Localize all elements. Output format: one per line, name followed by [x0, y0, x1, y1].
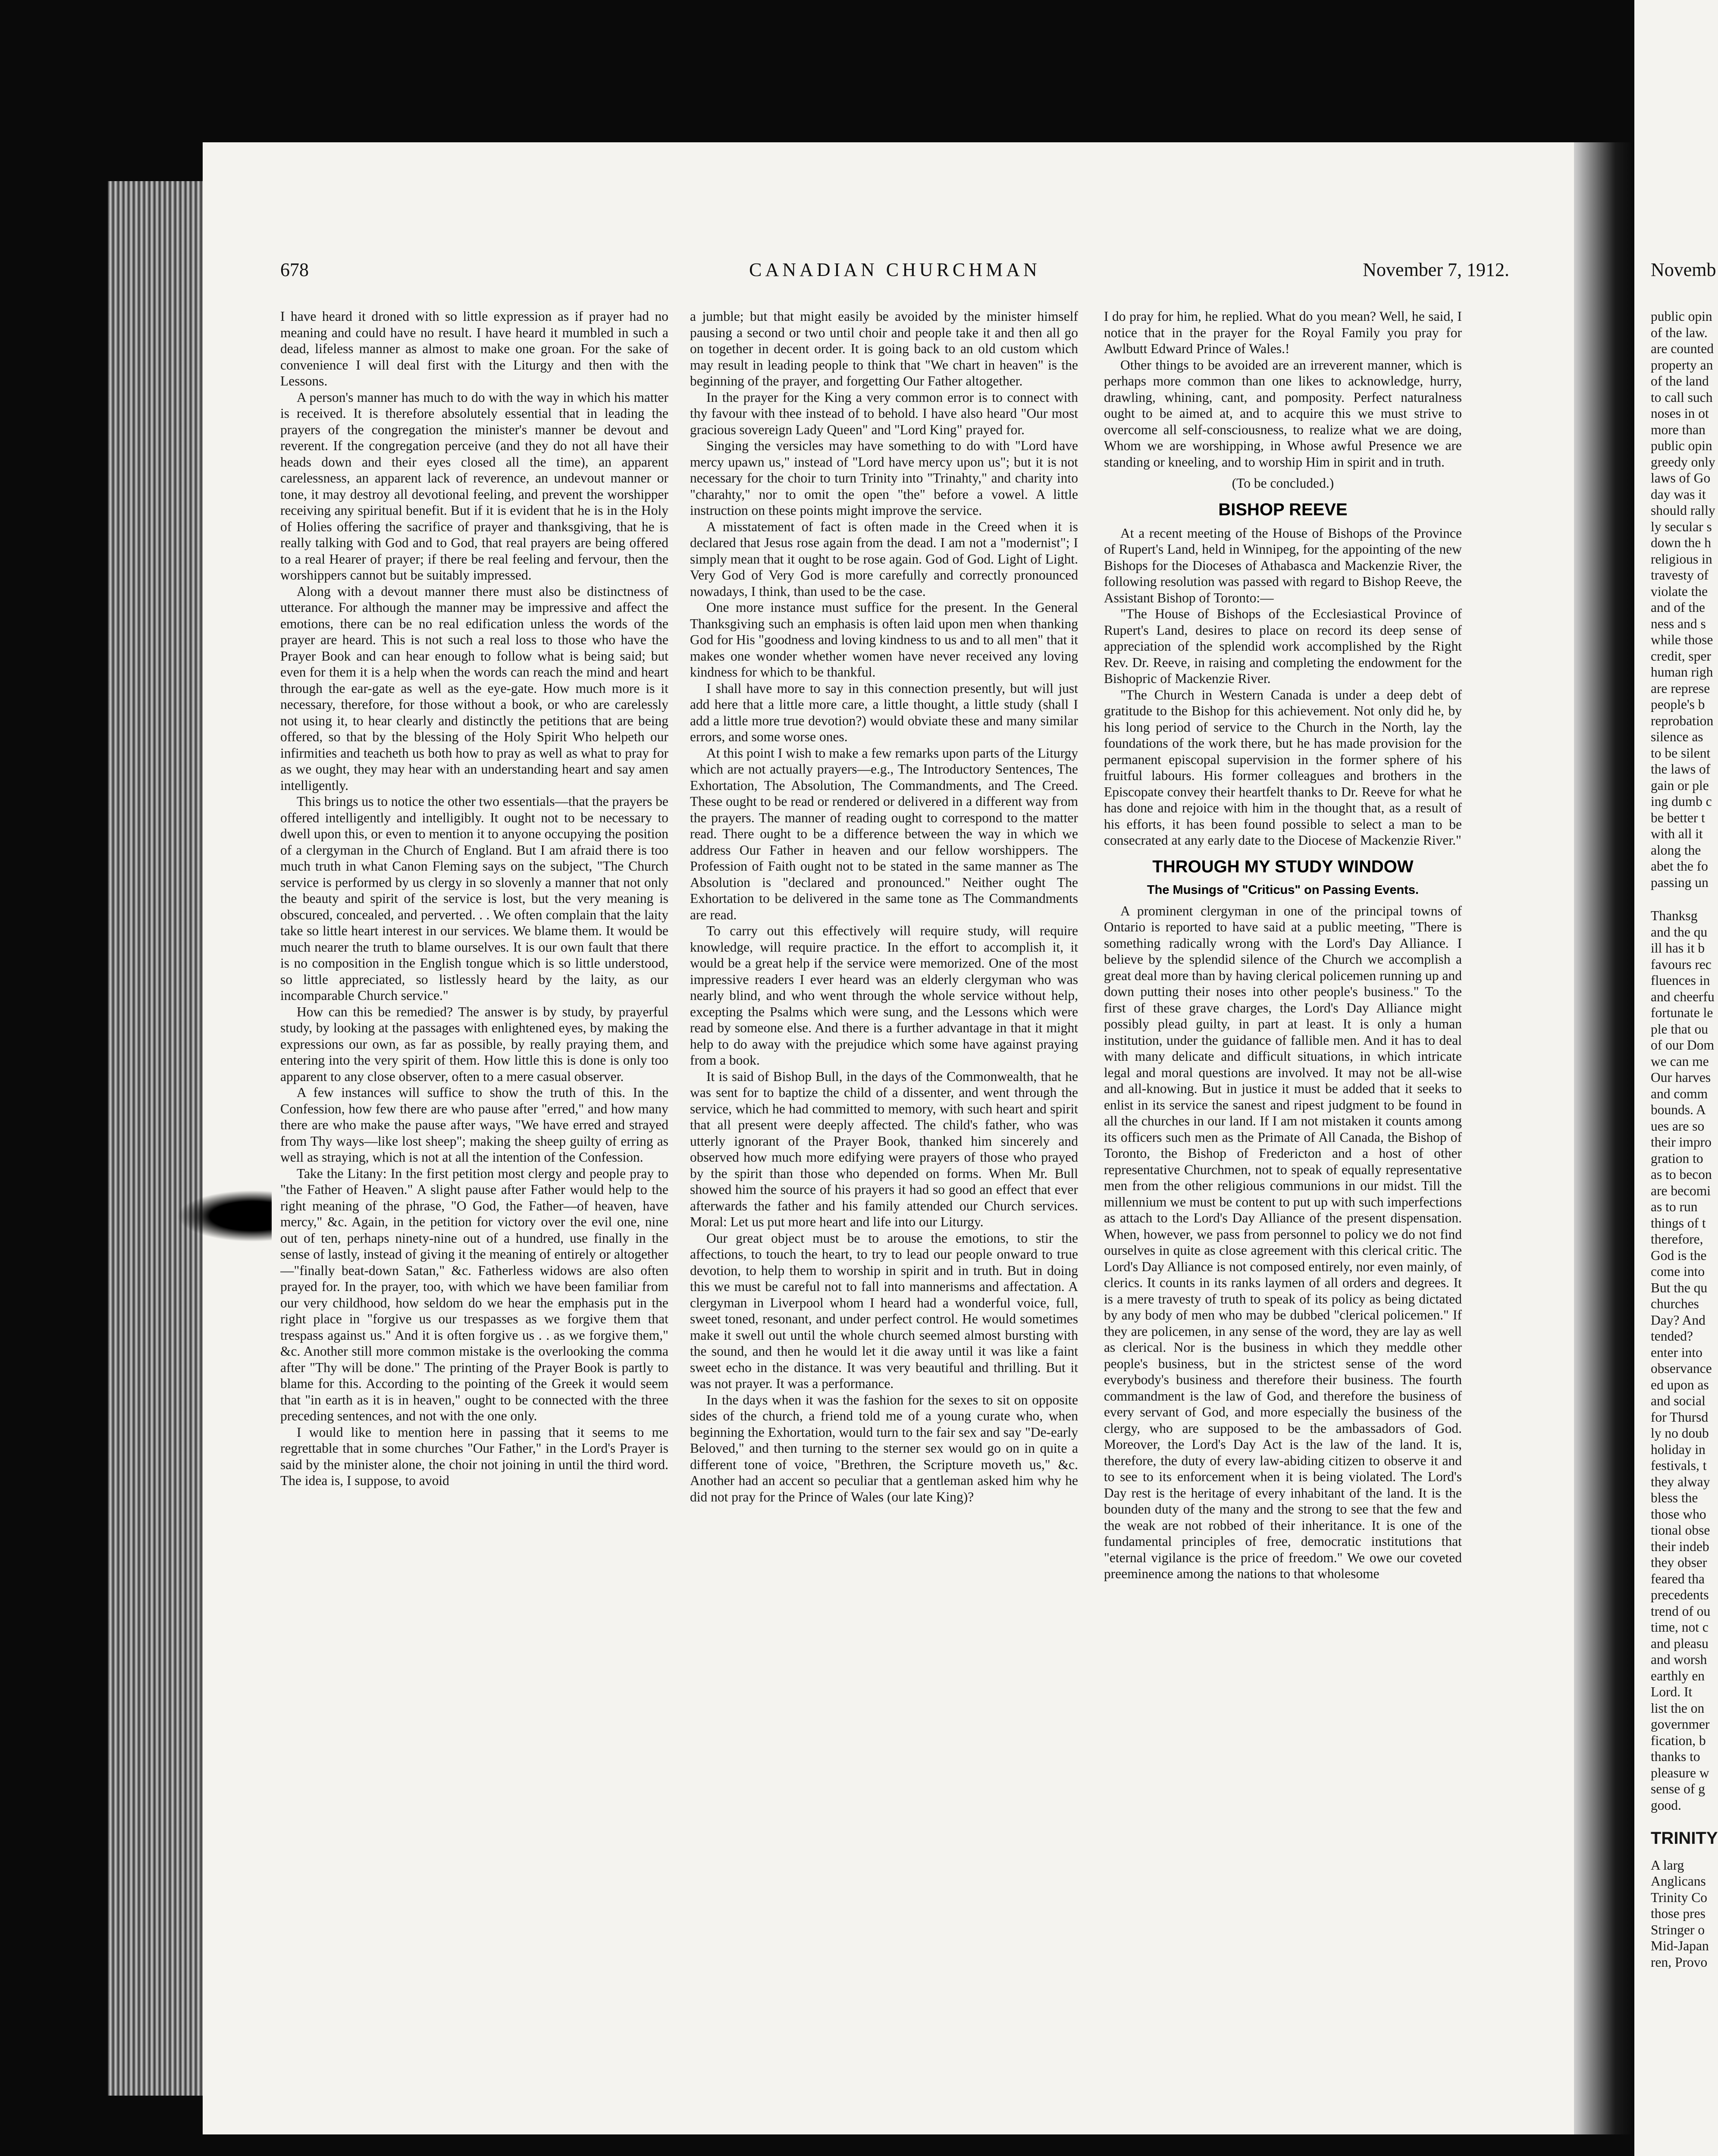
- book-gutter: [1574, 142, 1643, 2134]
- paragraph: I do pray for him, he replied. What do you mean? Well, he said, I notice that in the prayer for the Royal Family you pray for Awlbutt Edward Prince of Wales.!: [1104, 309, 1462, 356]
- paragraph: I have heard it droned with so little expression as if prayer had no meaning and could have no result. I have heard it mumbled in such a dead, lifeless manner as almost to make one groan. For the sake of convenience I will deal first with the Liturgy and then with the Lessons.: [280, 309, 668, 389]
- column-3: [1104, 308, 1462, 2085]
- paragraph: This brings us to notice the other two essentials—that the prayers be offered intelligently and intelligibly. It ought not to be necessary to dwell upon this, or even to mention it to anyone occupying the position of a clergyman in the Church of England. But I am afraid there is too much truth in what Canon Fleming says on the subject, "The Church service is performed by us clergy in so slovenly a manner that not only the beauty and spirit of the service is lost, but the very meaning is obscured, concealed, and perverted. . . We often complain that the laity take so little heart interest in our services. We blame them. It would be much nearer the truth to blame ourselves. It is our own fault that there is no composition in the English tongue which is so little understood, so little appreciated, so listlessly heard by the laity, as our incomparable Church service.": [280, 794, 668, 1003]
- adjacent-page-header: Novemb: [1651, 259, 1716, 280]
- adjacent-page-line: Anglicans: [1651, 1874, 1706, 1889]
- adjacent-page-line: Stringer o: [1651, 1922, 1705, 1937]
- adjacent-page-line: ill has it b: [1651, 940, 1705, 956]
- adjacent-page-line: ness and s: [1651, 616, 1706, 631]
- adjacent-page-line: day was it: [1651, 486, 1706, 502]
- adjacent-page-line: and social: [1651, 1393, 1705, 1408]
- adjacent-page-line: along the: [1651, 842, 1701, 858]
- adjacent-page-line: God is the: [1651, 1247, 1707, 1263]
- adjacent-page-line: fluences in: [1651, 973, 1710, 988]
- book-page-edges: [108, 181, 216, 2096]
- adjacent-page-line: are becomi: [1651, 1183, 1711, 1198]
- column-2: [690, 308, 1078, 2085]
- paragraph: "The House of Bishops of the Ecclesiastical Province of Rupert's Land, desires to place on record its deep sense of appreciation of the splendid work accomplished by the Right Rev. Dr. Reeve, in raising and completing the endowment for the Bishopric of Mackenzie River.: [1104, 606, 1462, 686]
- adjacent-page-line: time, not c: [1651, 1620, 1709, 1635]
- adjacent-page-edge: [1634, 0, 1718, 2156]
- adjacent-page-line: human righ: [1651, 664, 1713, 680]
- paragraph: a jumble; but that might easily be avoided by the minister himself pausing a second or two until choir and people take it and then all go on together in decent order. It is going back to an old custom which may result in leading people to think that "We chart in heaven" is the beginning of the prayer, and forgetting Our Father altogether.: [690, 309, 1078, 389]
- adjacent-page-line: ly no doub: [1651, 1426, 1709, 1441]
- adjacent-page-line: and of the: [1651, 600, 1705, 615]
- adjacent-page-line: and the qu: [1651, 924, 1708, 940]
- adjacent-page-line: to call such: [1651, 389, 1713, 405]
- adjacent-page-line: ed upon as: [1651, 1377, 1709, 1392]
- adjacent-page-line: while those: [1651, 632, 1713, 647]
- adjacent-page-line: fication, b: [1651, 1733, 1706, 1748]
- adjacent-page-line: therefore,: [1651, 1232, 1703, 1247]
- adjacent-page-line: Mid-Japan: [1651, 1938, 1709, 1953]
- paragraph: In the prayer for the King a very common error is to connect with thy favour with thee instead of to behold. I have also heard "Our most gracious sovereign Lady Queen" and "Lord King" prayed for.: [690, 389, 1078, 437]
- adjacent-lines-group: [1651, 308, 1718, 890]
- adjacent-page-heading: TRINITY: [1651, 1829, 1718, 1848]
- paragraph: Singing the versicles may have something to do with "Lord have mercy upawn us," instead of "Lord have mercy upon us"; but it is not necessary for the choir to turn Trinity into "Trinahty," and charity into "charahty," nor to omit the open "the" before a vowel. A little instruction on these points might improve the service.: [690, 438, 1078, 518]
- paragraph: It is said of Bishop Bull, in the days of the Commonwealth, that he was sent for to baptize the child of a dissenter, and went through the service, which he had committed to memory, with such heart and spirit that all present were deeply affected. The child's father, who was utterly ignorant of the Prayer Book, thanked him sincerely and observed how much more edifying were prayers of those who prayed by the spirit than those who depended on forms. When Mr. Bull showed him the source of his prayers it had so good an effect that ever afterwards the father and his family attended our Church services. Moral: Let us put more heart and life into our Liturgy.: [690, 1069, 1078, 1229]
- adjacent-page-line: for Thursd: [1651, 1409, 1709, 1425]
- adjacent-page-line: public opin: [1651, 438, 1712, 453]
- adjacent-page-line: abet the fo: [1651, 859, 1708, 874]
- adjacent-page-line: noses in ot: [1651, 406, 1709, 421]
- adjacent-page-line: tional obse: [1651, 1523, 1710, 1538]
- adjacent-page-line: of our Dom: [1651, 1037, 1714, 1053]
- adjacent-page-line: earthly en: [1651, 1668, 1705, 1683]
- adjacent-page-line: are counted: [1651, 341, 1714, 356]
- adjacent-page-line: more than: [1651, 422, 1705, 437]
- thumb-shadow: [177, 1190, 272, 1242]
- adjacent-page-line: ren, Provo: [1651, 1954, 1708, 1970]
- adjacent-page-line: tended?: [1651, 1329, 1693, 1344]
- adjacent-page-line: as to run: [1651, 1199, 1698, 1214]
- adjacent-page-line: But the qu: [1651, 1280, 1708, 1295]
- issue-date: November 7, 1912.: [1363, 259, 1509, 280]
- adjacent-page-column: [1651, 308, 1718, 1970]
- adjacent-page-line: and worsh: [1651, 1652, 1707, 1667]
- adjacent-page-line: Day? And: [1651, 1312, 1705, 1328]
- adjacent-page-line: passing un: [1651, 874, 1709, 890]
- adjacent-page-line: bounds. A: [1651, 1102, 1706, 1117]
- adjacent-page-line: ing dumb c: [1651, 794, 1712, 809]
- adjacent-page-line: violate the: [1651, 583, 1708, 599]
- adjacent-page-line: are represe: [1651, 680, 1710, 696]
- paragraph: Along with a devout manner there must also be distinctness of utterance. For although the manner may be impressive and affect the emotions, there can be no real edification unless the words of the prayer are heard. This is not such a real loss to those who have the Prayer Book and can hear enough to follow what is being said; but even for them it is a help when the words can reach the mind and heart through the ear-gate as well as the eye-gate. How much more is it necessary, therefore, for those without a book, or who are carelessly not using it, to hear clearly and distinctly the petitions that are being offered, so that by the blessing of the Holy Spirit Who helpeth our infirmities and teacheth us both how to pray as well as what to pray for as we ought, they may hear with an understanding heart and say amen intelligently.: [280, 583, 668, 793]
- adjacent-page-line: sense of g: [1651, 1781, 1705, 1796]
- adjacent-page-line: trend of ou: [1651, 1603, 1711, 1619]
- adjacent-page-line: the laws of: [1651, 761, 1711, 777]
- adjacent-page-line: their impro: [1651, 1134, 1712, 1150]
- adjacent-page-line: public opin: [1651, 309, 1712, 324]
- adjacent-page-line: and pleasu: [1651, 1636, 1709, 1651]
- adjacent-page-line: to be silent: [1651, 745, 1711, 761]
- paragraph: Our great object must be to arouse the emotions, to stir the affections, to touch the heart, to try to lead our people onward to true devotion, to help them to worship in spirit and in truth. But in doing this we must be careful not to fall into mannerisms and affectation. A clergyman in Liverpool whom I heard had a wonderful voice, full, sweet toned, resonant, and under perfect control. He would sometimes make it swell out until the whole church seemed almost bursting with the sound, and then he would let it die away until it was like a faint sweet echo in the distance. It was very beautiful and thrilling. But it was not prayer. It was a performance.: [690, 1230, 1078, 1391]
- adjacent-page-line: bless the: [1651, 1490, 1698, 1505]
- adjacent-page-line: silence as: [1651, 729, 1703, 744]
- adjacent-page-line: should rally: [1651, 503, 1715, 518]
- adjacent-page-line: property an: [1651, 357, 1713, 373]
- adjacent-page-line: holiday in: [1651, 1442, 1705, 1457]
- adjacent-page-line: ple that ou: [1651, 1021, 1708, 1037]
- adjacent-page-line: thanks to: [1651, 1749, 1700, 1764]
- adjacent-page-line: ues are so: [1651, 1118, 1705, 1134]
- adjacent-page-line: gain or ple: [1651, 777, 1709, 793]
- adjacent-page-line: people's b: [1651, 697, 1705, 712]
- adjacent-page-line: come into: [1651, 1264, 1705, 1279]
- adjacent-page-line: A larg: [1651, 1857, 1684, 1873]
- adjacent-page-line: they obser: [1651, 1555, 1707, 1570]
- paragraph: A person's manner has much to do with the way in which his matter is received. It is therefore absolutely essential that in leading the prayers of the congregation the minister's manner be devout and reverent. If the congregation perceive (and they do not all have their heads down and their eyes closed all the time), an apparent carelessness, an apparent lack of reverence, an undevout manner or tone, it may destroy all devotional feeling, and prevent the worshipper receiving any spiritual benefit. But if it is evident that he is in the Holy of Holies offering the sacrifice of prayer and thanksgiving, that he is really talking with God and to God, that real prayers are being offered to a real Hearer of prayer; if there be real feeling and fervour, then the worshippers cannot but be suitably impressed.: [280, 389, 668, 583]
- adjacent-page-line: ly secular s: [1651, 519, 1712, 534]
- adjacent-page-line: things of t: [1651, 1215, 1706, 1231]
- adjacent-page-line: precedents: [1651, 1587, 1709, 1602]
- paragraph: At a recent meeting of the House of Bishops of the Province of Rupert's Land, held in Winnipeg, for the appointing of the new Bishops for the Dioceses of Athabasca and Mackenzie River, the following resolution was passed with regard to Bishop Reeve, the Assistant Bishop of Toronto:—: [1104, 525, 1462, 605]
- adjacent-page-line: good.: [1651, 1797, 1681, 1813]
- page-number: 678: [280, 259, 309, 280]
- adjacent-page-line: enter into: [1651, 1344, 1702, 1360]
- adjacent-page-line: governmer: [1651, 1717, 1710, 1732]
- adjacent-page-line: they alway: [1651, 1474, 1710, 1489]
- adjacent-page-line: greedy only: [1651, 454, 1715, 470]
- to-be-concluded-note: (To be concluded.): [1232, 476, 1334, 491]
- adjacent-page-line: fortunate le: [1651, 1005, 1713, 1020]
- adjacent-page-line: Trinity Co: [1651, 1890, 1708, 1905]
- adjacent-page-line: and cheerfu: [1651, 989, 1715, 1004]
- adjacent-page-line: gration to: [1651, 1150, 1703, 1166]
- adjacent-page-line: those who: [1651, 1506, 1706, 1522]
- adjacent-page-line: favours rec: [1651, 956, 1712, 972]
- adjacent-page-line: festivals, t: [1651, 1458, 1707, 1473]
- adjacent-page-line: we can me: [1651, 1053, 1709, 1069]
- adjacent-page-line: Lord. It: [1651, 1684, 1693, 1699]
- adjacent-page-line: feared tha: [1651, 1571, 1705, 1586]
- paragraph: Other things to be avoided are an irreverent manner, which is perhaps more common than one likes to acknowledge, hurry, drawling, whining, cant, and pomposity. Perfect naturalness ought to be aimed at, and to acquire this we must strive to overcome all self-consciousness, to realize what we are doing, Whom we are worshipping, in Whose awful Presence we are standing or kneeling, and to worship Him in spirit and in truth.: [1104, 357, 1462, 470]
- adjacent-page-line: as to becon: [1651, 1167, 1712, 1182]
- adjacent-page-line: Thanksg: [1651, 908, 1698, 923]
- adjacent-page-line: down the h: [1651, 535, 1711, 550]
- paragraph: How can this be remedied? The answer is by study, by prayerful study, by looking at the passages with enlightened eyes, by making the expressions our own, as far as possible, by really praying them, and entering into the very spirit of them. How little this is done is only too apparent to any close observer, often to a mere casual observer.: [280, 1004, 668, 1084]
- paragraph: At this point I wish to make a few remarks upon parts of the Liturgy which are not actually prayers—e.g., The Introductory Sentences, The Exhortation, The Absolution, The Commandments, and The Creed. These ought to be read or rendered or delivered in a different way from the prayers. The manner of reading ought to correspond to the matter read. There ought to be a difference between the way in which we address Our Father in heaven and our fellow worshippers. The Profession of Faith ought not to be stated in the same manner as The Absolution is "declared and pronounced." Neither ought The Exhortation to be delivered in the same tone as The Commandments are read.: [690, 745, 1078, 922]
- paragraph: I shall have more to say in this connection presently, but will just add here that a little more care, a little thought, a little study (shall I add a little more true devotion?) would obviate these and many similar errors, and some worse ones.: [690, 680, 1078, 744]
- running-header: [280, 259, 1509, 285]
- adjacent-page-line: be better t: [1651, 810, 1705, 825]
- bishop-reeve-heading: BISHOP REEVE: [1218, 500, 1348, 519]
- adjacent-page-line: list the on: [1651, 1700, 1705, 1716]
- adjacent-page-line: religious in: [1651, 551, 1712, 567]
- adjacent-page-line: observance: [1651, 1361, 1712, 1376]
- adjacent-page-line: of the law.: [1651, 325, 1708, 340]
- adjacent-page-line: laws of Go: [1651, 470, 1711, 486]
- paragraph: A few instances will suffice to show the truth of this. In the Confession, how few there are who pause after "erred," and how many there are who make the pause after ways, "We have erred and strayed from Thy ways—like lost sheep"; making the sheep guilty of erring as well as straying, which is not at all the intention of the Confession.: [280, 1085, 668, 1165]
- study-window-subheading: The Musings of "Criticus" on Passing Events.: [1147, 883, 1419, 897]
- adjacent-page-line: travesty of: [1651, 567, 1709, 583]
- paragraph: "The Church in Western Canada is under a deep debt of gratitude to the Bishop for this achievement. Not only did he, by his long period of service to the Church in the North, lay the foundations of the work there, but he has made provision for the permanent episcopal supervision in the former sphere of his fruitful labours. His former colleagues and brothers in the Episcopate convey their heartfelt thanks to Dr. Reeve for what he has done and rejoice with him in the thought that, as a result of his efforts, it has been found possible to select a man to be consecrated at any early date to the Diocese of Mackenzie River.": [1104, 687, 1462, 848]
- adjacent-page-line: credit, sper: [1651, 648, 1711, 664]
- adjacent-page-line: of the land: [1651, 373, 1709, 389]
- paragraph: Take the Litany: In the first petition most clergy and people pray to "the Father of Heaven." A slight pause after Father would help to the right meaning of the phrase, "O God, the Father—of heaven, have mercy," &c. Again, in the petition for victory over the evil one, nine out of ten, perhaps ninety-nine out of a hundred, use finally in the sense of lastly, instead of giving it the meaning of entirely or altogether—"finally beat-down Satan," &c. Fatherless widows are also often prayed for. In the prayer, too, with which we have been familiar from our very childhood, how seldom do we hear the emphasis put in the right place in "forgive us our trespasses as we forgive them that trespass against us." And it is often forgive us . . as we forgive them," &c. Another still more common mistake is the overlooking the comma after "Thy will be done." The printing of the Prayer Book is partly to blame for this. According to the pointing of the Greek it would seem that "in earth as it is in heaven," ought to be connected with the three preceding sentences, and not with the one only.: [280, 1166, 668, 1423]
- adjacent-lines-group: [1651, 1857, 1718, 1971]
- adjacent-page-line: with all it: [1651, 826, 1703, 841]
- adjacent-page-line: pleasure w: [1651, 1765, 1709, 1780]
- paragraph: I would like to mention here in passing that it seems to me regrettable that in some churches "Our Father," in the Lord's Prayer is said by the minister alone, the choir not joining in until the third word. The idea is, I suppose, to avoid: [280, 1424, 668, 1488]
- adjacent-page-line: their indeb: [1651, 1539, 1709, 1554]
- adjacent-page-line: churches: [1651, 1296, 1699, 1311]
- adjacent-page-line: and comm: [1651, 1086, 1708, 1101]
- paragraph: One more instance must suffice for the present. In the General Thanksgiving such an emphasis is often laid upon men when thanking God for His "goodness and loving kindness to us and to all men" that it makes one wonder whether women have never received any loving kindness for which to be thankful.: [690, 600, 1078, 680]
- paragraph: A misstatement of fact is often made in the Creed when it is declared that Jesus rose again from the dead. I am not a "modernist"; I simply mean that it ought to be rose again. God of God. Light of Light. Very God of Very God is more carefully and correctly pronounced nowadays, I think, than used to be the case.: [690, 519, 1078, 599]
- adjacent-page-line: Our harves: [1651, 1070, 1711, 1085]
- study-window-heading: THROUGH MY STUDY WINDOW: [1152, 857, 1414, 876]
- paragraph: In the days when it was the fashion for the sexes to sit on opposite sides of the church, a friend told me of a young curate who, when beginning the Exhortation, would turn to the fair sex and say "De-early Beloved," and then turning to the sterner sex would go on in quite a different tone of voice, "Brethren, the Scripture moveth us," &c. Another had an accent so peculiar that a gentleman asked him why he did not pray for the Prince of Wales (our late King)?: [690, 1392, 1078, 1504]
- paragraph: To carry out this effectively will require study, will require knowledge, will require practice. In the effort to accomplish it, it would be a great help if the service were memorized. One of the most impressive readers I ever heard was an elderly clergyman who was nearly blind, and who went through the whole service without help, excepting the Psalms which were sung, and the Lessons which were read by someone else. And there is a further advantage in that it might help to do away with the prejudice which some have against praying from a book.: [690, 923, 1078, 1068]
- adjacent-page-line: those pres: [1651, 1906, 1705, 1921]
- column-1: [280, 308, 668, 2085]
- paragraph: A prominent clergyman in one of the principal towns of Ontario is reported to have said at a public meeting, "There is something radically wrong with the Lord's Day Alliance. I believe by the splendid silence of the Church we accomplish a great deal more than by having clerical policemen running up and down putting their noses into other people's business." To the first of these grave charges, the Lord's Day Alliance might possibly plead guilty, in part at least. It is only a human institution, under the guidance of fallible men. And it has to deal with many delicate and difficult situations, in which intricate legal and moral questions are involved. It may not be all-wise and all-knowing. But in justice it must be added that it seeks to enlist in its service the sanest and ripest judgment to be found in all the churches in our land. If I am not mistaken it counts among its officers such men as the Primate of All Canada, the Bishop of Toronto, the Bishop of Fredericton and a host of other representative Churchmen, not to speak of equally representative men from the other religious communions in our midst. Till the millennium we must be content to put up with such imperfections as attach to the Lord's Day Alliance of the present dispensation. When, however, we pass from personnel to policy we do not find ourselves in quite as close agreement with this clerical critic. The Lord's Day Alliance is not composed entirely, nor even mainly, of clerics. It counts in its ranks laymen of all orders and degrees. It is a mere travesty of truth to speak of its policy as being dictated by any body of men who may be dubbed "clerical policemen." If they are policemen, in any sense of the word, they are lay as well as clerical. Nor is the business in which they meddle other people's business, but in the strictest sense of the word everybody's business and therefore their business. The fourth commandment is the law of God, and therefore the business of every servant of God, and more especially the business of the clergy, who are supposed to be the ambassadors of God. Moreover, the Lord's Day Act is the law of the land. It is, therefore, the duty of every law-abiding citizen to observe it and to see to its enforcement when it is being violated. The Lord's Day rest is the heritage of every inhabitant of the land. It is the bounden duty of the many and the strong to see that the few and the weak are not robbed of their inheritance. It is one of the fundamental principles of free, democratic institutions that "eternal vigilance is the price of freedom." We owe our coveted preeminence among the nations to that wholesome: [1104, 903, 1462, 1581]
- masthead-title: CANADIAN CHURCHMAN: [749, 259, 1041, 280]
- adjacent-page-line: reprobation: [1651, 713, 1714, 728]
- adjacent-lines-group: [1651, 908, 1718, 1813]
